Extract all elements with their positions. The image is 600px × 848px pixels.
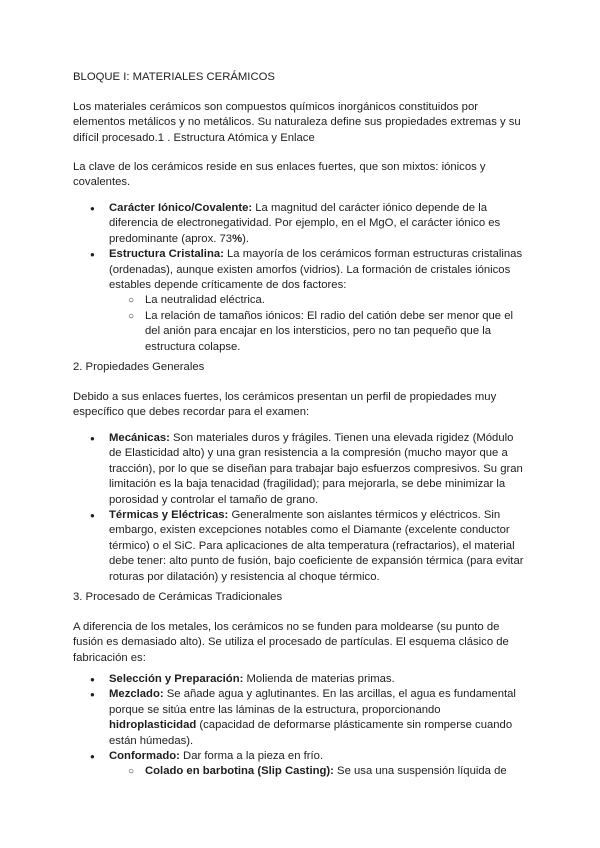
bullet-term: Carácter Iónico/Covalente: <box>109 202 253 214</box>
list-item <box>73 201 525 247</box>
sub-list-item: ○ La relación de tamaños iónicos: El radio del catión debe ser menor que el del anión para encajar en los intersticios, pero no tan pequeño que la estructura colapse. <box>109 309 525 355</box>
section3-lead: A diferencia de los metales, los cerámicos no se funden para moldearse (su punto de fusión es demasiado alto). Se utiliza el procesado de partículas. El esquema clásico de fabricación es: <box>73 621 509 664</box>
list-item <box>73 749 525 780</box>
section2-lead: Debido a sus enlaces fuertes, los cerámicos presentan un perfil de propiedades muy específico que debes recordar para el examen: <box>73 391 497 419</box>
sub-list-item <box>109 764 525 779</box>
bullet-text: La mayoría de los cerámicos forman estructuras cristalinas (ordenadas), aunque existen amorfos (vidrios). La formación de cristales iónicos estables depende críticamente de dos factores: <box>109 248 523 292</box>
list-item <box>73 508 525 585</box>
bullet-text-tail: (capacidad de deformarse plásticamente sin romperse cuando están húmedas). <box>109 719 513 747</box>
sub-item-term: Colado en barbotina (Slip Casting): <box>145 765 334 778</box>
bold-fragment: hidroplasticidad <box>109 719 197 732</box>
section2-list <box>73 431 525 585</box>
bullet-term: Selección y Preparación: <box>109 673 244 685</box>
bullet-text-tail: ). <box>242 232 250 245</box>
bold-fragment: % <box>232 232 243 245</box>
bullet-text: Se añade agua y aglutinantes. En las arcillas, el agua es fundamental porque se sitúa entre las láminas de la estructura, proporcionando <box>109 688 516 716</box>
bullet-term: Conformado: <box>109 750 180 763</box>
document-title: BLOQUE I: MATERIALES CERÁMICOS <box>73 71 275 83</box>
bullet-text: Son materiales duros y frágiles. Tienen una elevada rigidez (Módulo de Elasticidad alto) y una gran resistencia a la compresión (mucho mayor que a tracción), por lo que se diseñan para trabajar bajo esfuerzos compresivos. Su gran limitación es la baja tenacidad (fragilidad); para mejorarla, se debe minimizar la porosidad y controlar el tamaño de grano. <box>109 432 523 506</box>
list-item <box>73 672 525 687</box>
bullet-term: Mezclado: <box>109 688 164 701</box>
bullet-term: Mecánicas: <box>109 432 170 444</box>
list-item <box>73 687 525 749</box>
section1-list <box>73 201 525 355</box>
sub-list <box>109 764 525 779</box>
intro-paragraph: Los materiales cerámicos son compuestos químicos inorgánicos constituidos por elementos metálicos y no metálicos. Su naturaleza define sus propiedades extremas y su difícil procesado.1 . Estructura Atómica y Enlace <box>73 101 521 144</box>
bullet-term: Estructura Cristalina: <box>109 248 224 261</box>
sub-list <box>109 293 525 355</box>
section2-heading: 2. Propiedades Generales <box>73 361 205 373</box>
section3-heading: 3. Procesado de Cerámicas Tradicionales <box>73 591 283 603</box>
section1-lead: La clave de los cerámicos reside en sus enlaces fuertes, que son mixtos: iónicos y covalentes. <box>73 161 486 189</box>
sub-list-item: ○ La neutralidad eléctrica. <box>109 293 525 308</box>
list-item <box>73 247 525 355</box>
list-item <box>73 431 525 508</box>
bullet-text: La magnitud del carácter iónico depende de la diferencia de electronegatividad. Por ejemplo, en el MgO, el carácter iónico es predominante (aprox. 73 <box>109 202 501 245</box>
bullet-text: Generalmente son aislantes térmicos y eléctricos. Sin embargo, existen excepciones notables como el Diamante (excelente conductor térmico) o el SiC. Para aplicaciones de alta temperatura (refractarios), el material debe tener: alto punto de fusión, bajo coeficiente de expansión térmica (para evitar roturas por dilatación) y resistencia al choque térmico. <box>109 509 524 583</box>
bullet-term: Térmicas y Eléctricas: <box>109 509 229 522</box>
bullet-text: Dar forma a la pieza en frío. <box>179 750 324 763</box>
sub-item-text: Se usa una suspensión líquida de <box>333 765 507 778</box>
bullet-text: Molienda de materias primas. <box>243 673 395 685</box>
section3-list <box>73 672 525 780</box>
